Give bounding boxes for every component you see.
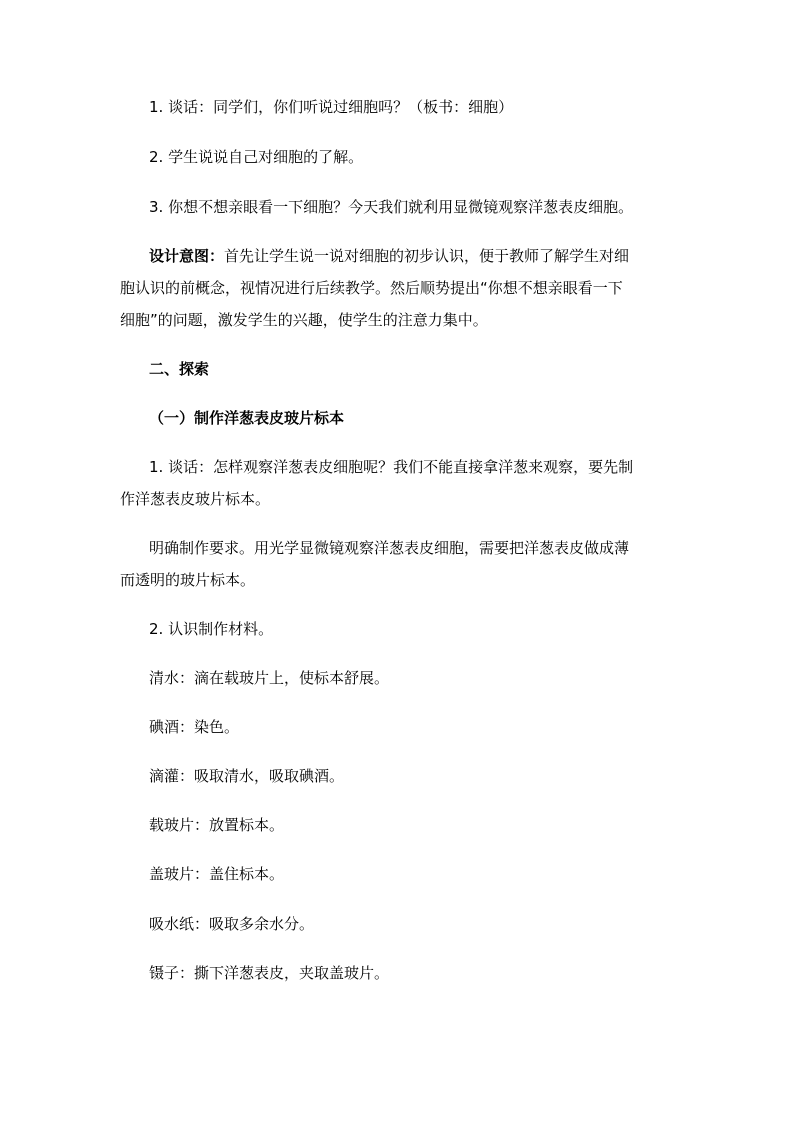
material-item-blotting-paper: 吸水纸：吸取多余水分。 [149,915,315,933]
subsection-heading: （一）制作洋葱表皮玻片标本 [149,409,345,427]
materials-title: 2. 认识制作材料。 [149,620,274,638]
intro-item-2: 2. 学生说说自己对细胞的了解。 [149,148,364,166]
talk-paragraph-line-1: 1. 谈话：怎样观察洋葱表皮细胞呢？我们不能直接拿洋葱来观察，要先制 [149,458,634,476]
design-intent-paragraph-line-3: 细胞”的问题，激发学生的兴趣，使学生的注意力集中。 [120,311,488,329]
material-item-water: 清水：滴在载玻片上，使标本舒展。 [149,669,390,687]
section-heading-explore: 二、探索 [149,360,210,378]
requirement-paragraph-line-2: 而透明的玻片标本。 [120,571,256,589]
material-item-iodine: 碘酒：染色。 [149,718,240,736]
material-item-dropper: 滴灌：吸取清水，吸取碘酒。 [149,767,345,785]
intro-item-1: 1. 谈话：同学们，你们听说过细胞吗？（板书：细胞） [149,98,514,116]
design-intent-label: 设计意图： [149,247,225,265]
intro-item-3: 3. 你想不想亲眼看一下细胞？今天我们就利用显微镜观察洋葱表皮细胞。 [149,198,634,216]
requirement-paragraph-line-1: 明确制作要求。用光学显微镜观察洋葱表皮细胞，需要把洋葱表皮做成薄 [149,539,630,557]
design-intent-paragraph-line-1 [149,246,629,266]
design-intent-paragraph-line-2: 胞认识的前概念，视情况进行后续教学。然后顺势提出“你想不想亲眼看一下 [120,279,623,297]
material-item-cover-slip: 盖玻片：盖住标本。 [149,865,285,883]
material-item-slide: 载玻片：放置标本。 [149,816,285,834]
material-item-tweezers: 镊子：撕下洋葱表皮，夹取盖玻片。 [149,964,390,982]
design-intent-text-1: 首先让学生说一说对细胞的初步认识，便于教师了解学生对细 [224,247,630,265]
talk-paragraph-line-2: 作洋葱表皮玻片标本。 [120,490,271,508]
